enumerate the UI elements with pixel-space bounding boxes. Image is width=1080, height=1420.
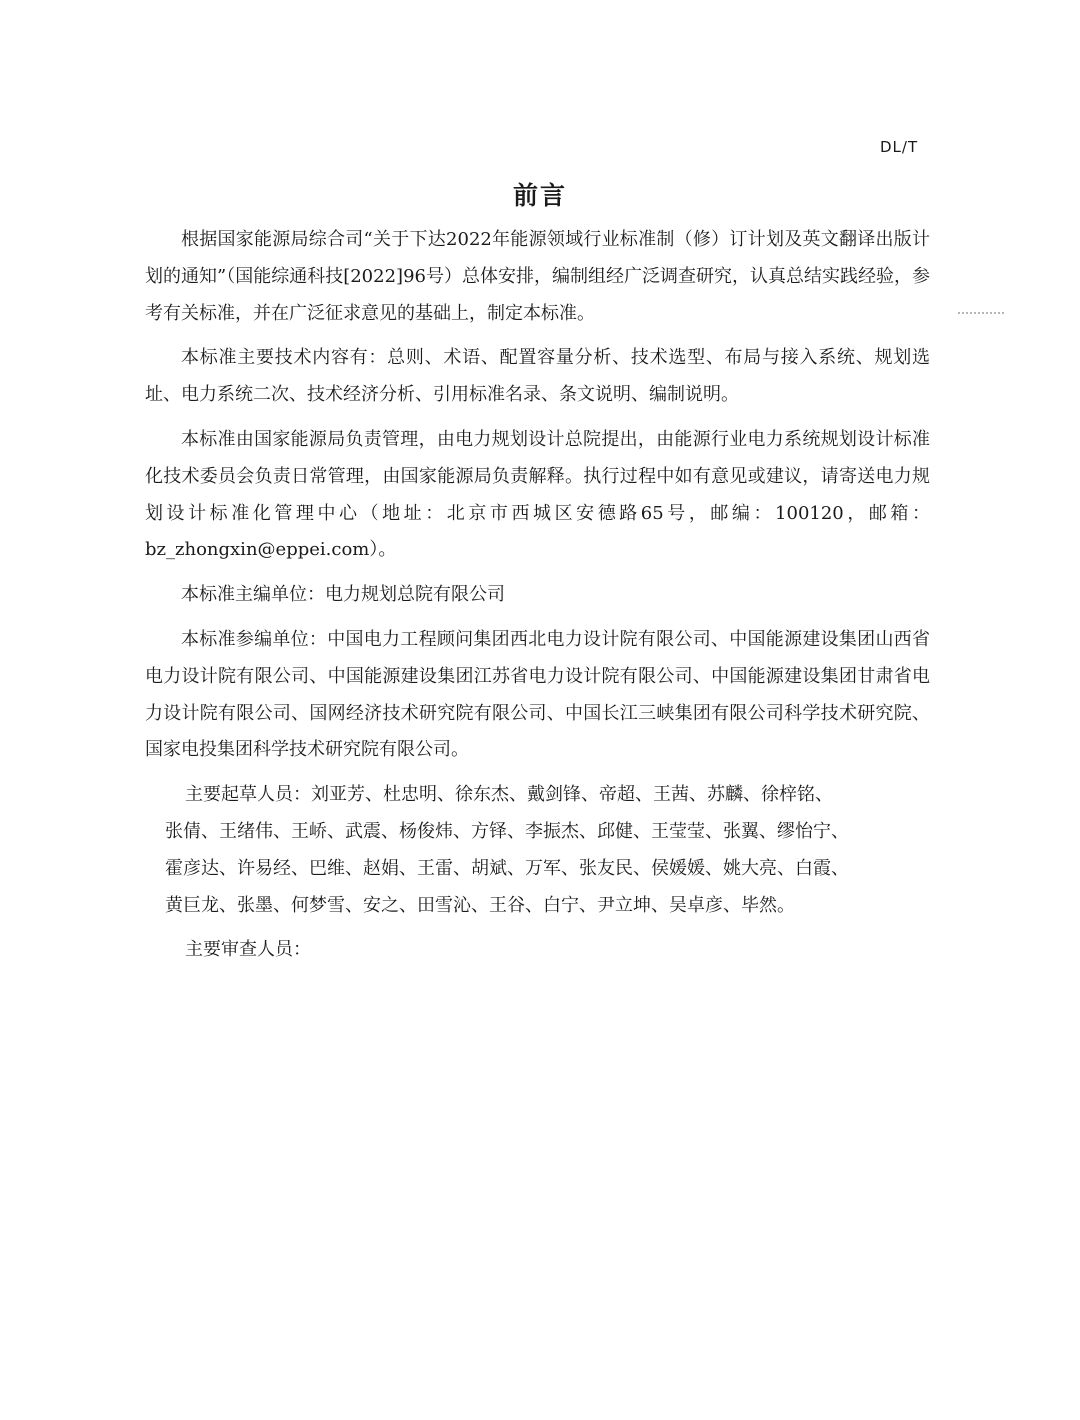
paragraph-management: 本标准由国家能源局负责管理，由电力规划设计总院提出，由能源行业电力系统规划设计标准化技术委员会负责日常管理，由国家能源局负责解释。执行过程中如有意见或建议，请寄送电力规划设计标准化管理中心（地址：北京市西城区安德路65号，邮编：100120，邮箱：bz_zhongxin@eppei.com）。 [145, 428, 930, 561]
drafters-line: 主要起草人员：刘亚芳、杜忠明、徐东杰、戴剑锋、帝超、王茜、苏麟、徐梓铭、 [185, 784, 833, 806]
margin-mark [958, 312, 1004, 316]
page-title: 前言 [512, 181, 567, 210]
document-code: DL/T [880, 138, 919, 156]
drafters-list [145, 777, 930, 924]
paragraph-basis: 根据国家能源局综合司“关于下达2022年能源领域行业标准制（修）订计划及英文翻译出版计划的通知”（国能综通科技[2022]96号）总体安排，编制组经广泛调查研究，认真总结实践经验，参考有关标准，并在广泛征求意见的基础上，制定本标准。 [145, 229, 930, 324]
paragraph-content: 本标准主要技术内容有：总则、术语、配置容量分析、技术选型、布局与接入系统、规划选址、电力系统二次、技术经济分析、引用标准名录、条文说明、编制说明。 [145, 347, 930, 406]
drafters-line: 霍彦达、许易经、巴维、赵娟、王雷、胡斌、万军、张友民、侯媛媛、姚大亮、白霞、 [165, 857, 849, 879]
paragraph-chief-editor: 本标准主编单位：电力规划总院有限公司 [181, 584, 505, 606]
paragraph-participants: 本标准参编单位：中国电力工程顾问集团西北电力设计院有限公司、中国能源建设集团山西省电力设计院有限公司、中国能源建设集团江苏省电力设计院有限公司、中国能源建设集团甘肃省电力设计院有限公司、国网经济技术研究院有限公司、中国长江三峡集团有限公司科学技术研究院、国家电投集团科学技术研究院有限公司。 [145, 628, 930, 761]
drafters-line: 张倩、王绪伟、王峤、武震、杨俊炜、方铎、李振杰、邱健、王莹莹、张翼、缪怡宁、 [165, 820, 849, 842]
reviewers-label: 主要审查人员： [185, 939, 311, 961]
drafters-line: 黄巨龙、张墨、何梦雪、安之、田雪沁、王谷、白宁、尹立坤、吴卓彦、毕然。 [165, 894, 795, 916]
foreword-body [145, 222, 930, 969]
